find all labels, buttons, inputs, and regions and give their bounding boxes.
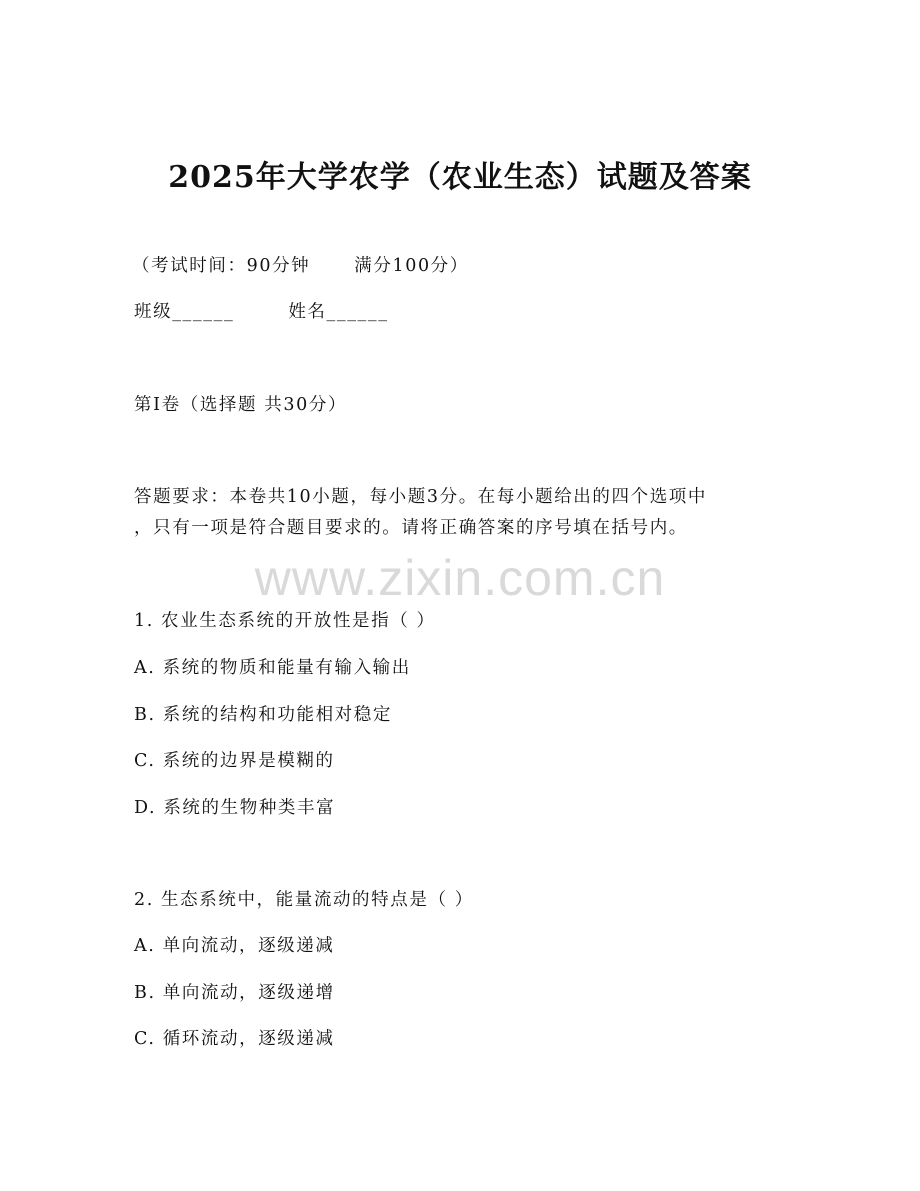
- question-option: A. 单向流动，逐级递减: [134, 936, 335, 956]
- instructions-line-1: 答题要求：本卷共10小题，每小题3分。在每小题给出的四个选项中: [134, 487, 707, 507]
- student-info: [134, 300, 389, 324]
- question-option: B. 单向流动，逐级递增: [134, 983, 335, 1003]
- section-heading: 第I卷（选择题 共30分）: [134, 395, 348, 415]
- page-title: 2025年大学农学（农业生态）试题及答案: [168, 160, 752, 195]
- question-option: D. 系统的生物种类丰富: [134, 798, 336, 818]
- exam-full-score: 满分100分）: [354, 256, 469, 276]
- question-stem: 2. 生态系统中，能量流动的特点是（ ）: [134, 890, 474, 910]
- exam-info: [132, 254, 469, 278]
- class-field: 班级______: [134, 302, 235, 322]
- exam-time: （考试时间：90分钟: [132, 256, 311, 276]
- question-option: C. 循环流动，逐级递减: [134, 1029, 335, 1049]
- watermark: www.zixin.com.cn: [254, 550, 666, 606]
- instructions-line-2: ，只有一项是符合题目要求的。请将正确答案的序号填在括号内。: [134, 518, 688, 538]
- question-option: C. 系统的边界是模糊的: [134, 751, 335, 771]
- name-field: 姓名______: [288, 302, 389, 322]
- question-option: A. 系统的物质和能量有输入输出: [134, 658, 411, 678]
- question-stem: 1. 农业生态系统的开放性是指（ ）: [134, 611, 436, 631]
- question-option: B. 系统的结构和功能相对稳定: [134, 705, 392, 725]
